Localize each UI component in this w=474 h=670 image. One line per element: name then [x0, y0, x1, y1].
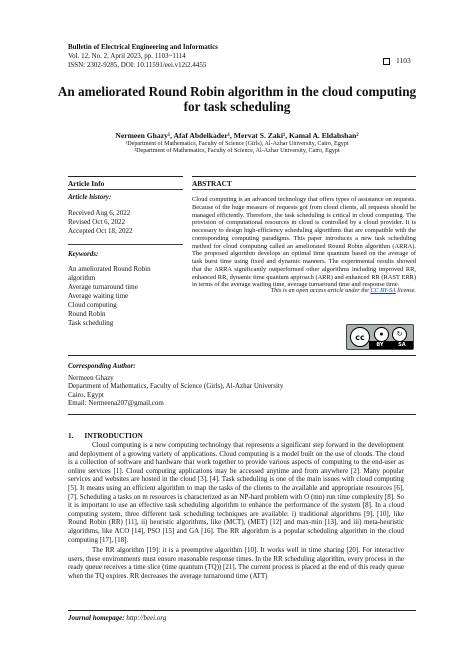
corresponding-author-heading: Corresponding Author: — [68, 362, 136, 370]
paper-title: An ameliorated Round Robin algorithm in the cloud computing for task scheduling — [57, 84, 417, 114]
affiliation-2: ²Department of Mathematics, Faculty of Science, Al-Azhar University, Cairo, Egypt — [134, 148, 340, 154]
introduction-paragraph: Cloud computing is a new computing technology that represents a significant step forward in the development and deployment of a growing variety of applications. Cloud computing is a model built on the use of clouds. The cloud is a collection of software and hardware that work together to provide various aspects of computing to the end-user as online services [1]. Cloud computing applications may be accessed anytime and from anywhere [2]. Many popular services and websites are hosted in the cloud [3], [4]. Task scheduling is one of the main issues with cloud computing [5]. It means using an efficient algorithm to map the tasks of the clients to the available and appropriate resources [6], [7]. Scheduling a tasks on m resources is characterized as an NP-hard problem with O (mn) run time complexity [8]. So it is important to use an effective task scheduling algorithm to enhance the performance of the system [8]. In a cloud computing system, three different task scheduling techniques are available: i) traditional algorithms [9], [10], like Round Robin (RR) [11], ii) heuristic algorithms, like (MCT), (MET) [12] and max-min [13], and iii) meta-heuristic algorithms, like ACO [14], PSO [15] and GA [16]. The RR algorithm is a popular scheduling algorithm in the cloud computing [17], [18]. — [68, 441, 404, 544]
article-info-heading: Article Info — [68, 179, 105, 188]
corresponding-department: Department of Mathematics, Faculty of Science (Girls), Al-Azhar University — [68, 382, 284, 390]
keyword-item: Average turnaround time — [68, 283, 138, 291]
page-marker-icon — [383, 58, 390, 65]
corresponding-bottom-rule — [68, 414, 416, 415]
license-badge-strip: BY SA — [369, 341, 413, 349]
journal-name: Bulletin of Electrical Engineering and Informatics — [68, 43, 218, 51]
keyword-item: Cloud computing — [68, 301, 117, 309]
share-alike-icon: ↻ — [392, 327, 407, 342]
introduction-body — [68, 441, 404, 581]
license-link[interactable]: CC BY-SA — [370, 287, 396, 294]
received-date: Received Aug 6, 2022 — [68, 209, 131, 217]
keyword-item: An ameliorated Round Robin — [68, 265, 151, 273]
attribution-icon: ● — [374, 327, 389, 342]
corresponding-email[interactable]: Email: Nermeena207@gmail.com — [68, 399, 164, 407]
keyword-item: Round Robin — [68, 310, 106, 318]
article-info-sub-rule — [68, 189, 183, 190]
author-list: Nermeen Ghazy¹, Afaf Abdelkader¹, Mervat S. Zaki¹, Kamal A. Eldahshan² — [115, 131, 359, 140]
footer-rule — [68, 610, 416, 611]
open-access-notice: This is an open access article under the CC BY-SA license. — [270, 287, 416, 294]
introduction-heading: 1. INTRODUCTION — [68, 431, 143, 440]
abstract-text: Cloud computing is an advanced technology that offers types of assistance on requests. Because of the huge measure of requests got from cloud clients, all requests should be managed efficiently. Therefore, the task scheduling is critical in cloud computing. The provision of computational resources in cloud is controlled by a cloud provider. It is necessary to design high-efficiency scheduling algorithms that are compatible with the corresponding computing paradigms. This paper introduces a new task scheduling method for cloud computing called an ameliorated Round Robin algorithm (ARRA). The proposed algorithm develops an optimal time quantum based on the average of task burst time using fixed and dynamic manners. The experimental results showed that the ARRA significantly outperformed other algorithms including improved RR, enhanced RR, dynamic time quantum approach (ARR) and enhanced RR (RAST ERR) in terms of the average waiting time, average turnaround time and response time. — [192, 196, 416, 289]
issn-line: ISSN: 2302-9285, DOI: 10.11591/eei.v12i2.4455 — [68, 61, 207, 69]
journal-homepage: Journal homepage: http://beei.org — [68, 614, 167, 622]
page-number: 1103 — [396, 56, 411, 65]
keyword-item: Task scheduling — [68, 319, 114, 327]
accepted-date: Accepted Oct 18, 2022 — [68, 227, 133, 235]
volume-line: Vol. 12, No. 2, April 2023, pp. 1103~1114 — [68, 52, 186, 60]
keyword-item: Average waiting time — [68, 292, 129, 300]
corresponding-name: Nermeen Ghazy — [68, 374, 114, 382]
article-history-heading: Article history: — [68, 193, 112, 201]
keywords-rule — [68, 244, 183, 245]
keyword-item: algorithm — [68, 274, 96, 282]
corresponding-top-rule — [68, 355, 416, 356]
abstract-top-rule — [192, 176, 416, 177]
abstract-sub-rule — [192, 189, 416, 190]
keywords-heading: Keywords: — [68, 250, 99, 258]
introduction-paragraph: The RR algorithm [19]: it is a preemptive algorithm [10]. It works well in time sharing [20]. For interactive users, these environments must ensure reasonable response times. In the RR scheduling algorithm, every process in the ready queue receives a time slice (time quantum (TQ)) [21]. The current process is placed at the end of this ready queue when the TQ expires. RR decreases the average turnaround time (ATT) — [68, 546, 404, 580]
abstract-heading: ABSTRACT — [192, 179, 232, 188]
revised-date: Revised Oct 6, 2022 — [68, 218, 126, 226]
affiliation-1: ¹Department of Mathematics, Faculty of Science (Girls), Al-Azhar University, Cairo, Egypt — [125, 141, 349, 147]
homepage-link[interactable]: http://beei.org — [126, 614, 167, 622]
article-info-top-rule — [68, 176, 183, 177]
corresponding-city: Cairo, Egypt — [68, 391, 104, 399]
cc-by-sa-license-badge[interactable] — [346, 324, 414, 350]
creative-commons-icon: cc — [350, 327, 370, 347]
